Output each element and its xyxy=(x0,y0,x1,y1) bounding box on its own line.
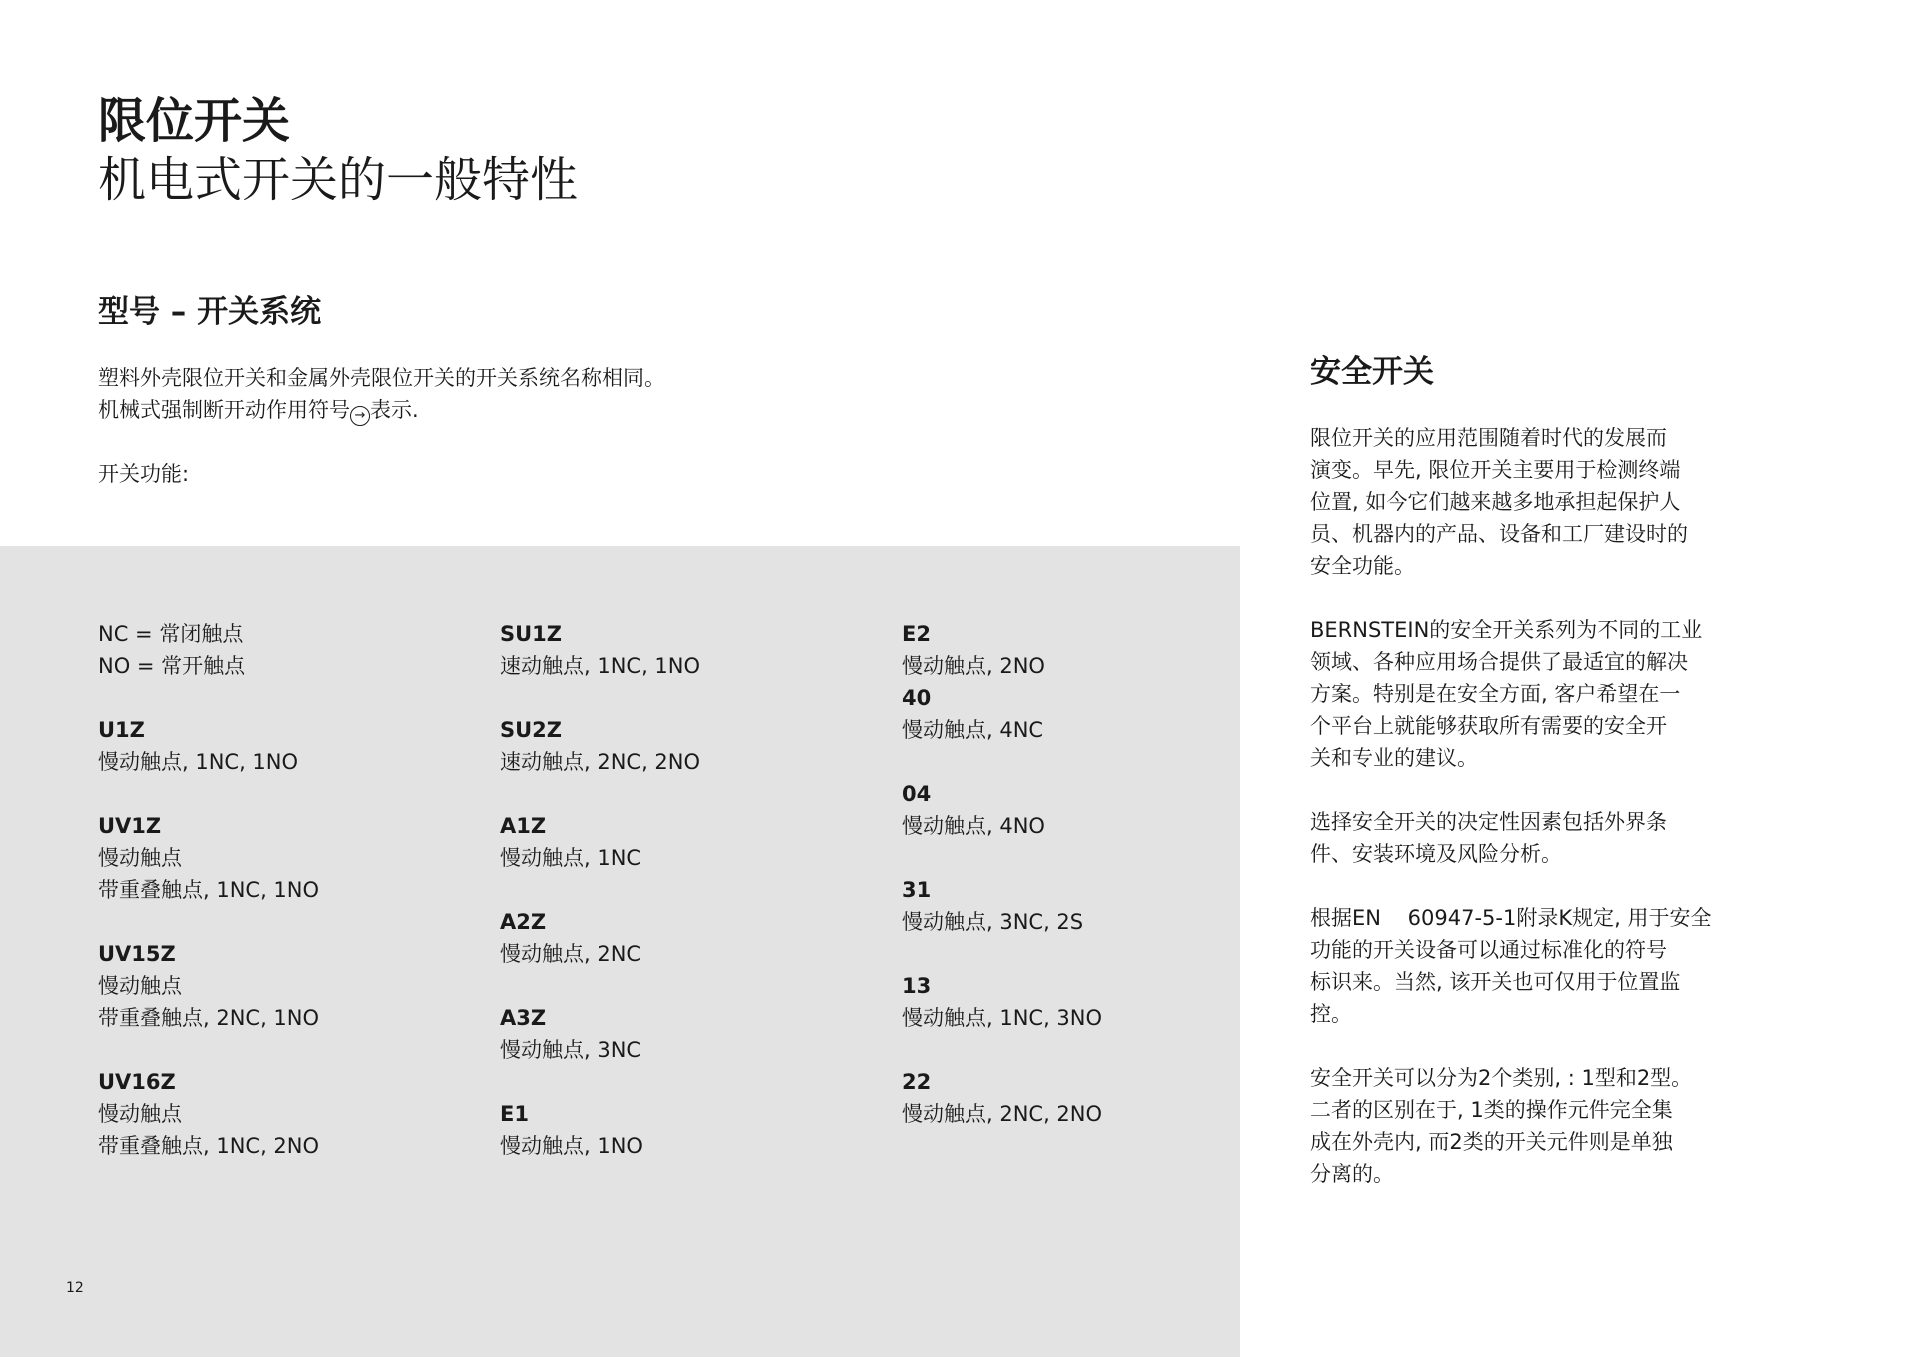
intro-line-2-before: 机械式强制断开动作用符号 xyxy=(98,398,350,422)
function-description: 速动触点, 1NC, 1NO xyxy=(500,654,701,678)
positive-opening-symbol-icon: → xyxy=(350,406,370,426)
sidebar-paragraph-5 xyxy=(1310,1062,1710,1190)
sidebar-heading: 安全开关 xyxy=(1310,354,1434,390)
function-description: 带重叠触点, 2NC, 1NO xyxy=(98,1006,320,1030)
function-description: 速动触点, 2NC, 2NO xyxy=(500,750,701,774)
sidebar-line: 个平台上就能够获取所有需要的安全开 xyxy=(1310,714,1667,738)
function-entry-40 xyxy=(902,682,1282,746)
sidebar-line: 安全功能。 xyxy=(1310,554,1415,578)
function-description: 慢动触点, 3NC xyxy=(500,1038,642,1062)
function-entry-uv16z xyxy=(98,1066,478,1162)
sidebar-line: 功能的开关设备可以通过标准化的符号 xyxy=(1310,938,1667,962)
function-description: 慢动触点, 3NC, 2S xyxy=(902,910,1084,934)
legend-nc: NC = 常闭触点 xyxy=(98,622,244,646)
section-heading: 型号 – 开关系统 xyxy=(98,294,322,330)
function-entry-a3z xyxy=(500,1002,880,1066)
function-description: 慢动触点 xyxy=(98,846,182,870)
functions-column-1 xyxy=(98,618,478,1194)
sidebar-paragraph-2 xyxy=(1310,614,1710,774)
function-entry-13 xyxy=(902,970,1282,1034)
function-code: SU1Z xyxy=(500,622,563,646)
sidebar-line: 位置, 如今它们越来越多地承担起保护人 xyxy=(1310,490,1681,514)
function-code: A3Z xyxy=(500,1006,547,1030)
sidebar-line: 方案。特别是在安全方面, 客户希望在一 xyxy=(1310,682,1681,706)
function-entry-31 xyxy=(902,874,1282,938)
sidebar-line: 分离的。 xyxy=(1310,1162,1394,1186)
function-description: 慢动触点, 1NC, 3NO xyxy=(902,1006,1103,1030)
function-description: 带重叠触点, 1NC, 1NO xyxy=(98,878,320,902)
page-number: 12 xyxy=(66,1280,84,1296)
function-description: 慢动触点, 1NO xyxy=(500,1134,643,1158)
function-entry-a2z xyxy=(500,906,880,970)
function-code: A2Z xyxy=(500,910,547,934)
function-description: 慢动触点, 4NC xyxy=(902,718,1044,742)
functions-column-3 xyxy=(902,618,1282,1162)
sidebar-line: 领域、各种应用场合提供了最适宜的解决 xyxy=(1310,650,1688,674)
function-code: 04 xyxy=(902,782,932,806)
function-entry-u1z xyxy=(98,714,478,778)
sidebar-line: 限位开关的应用范围随着时代的发展而 xyxy=(1310,426,1667,450)
function-code: 40 xyxy=(902,686,932,710)
function-code: A1Z xyxy=(500,814,547,838)
function-entry-su1z xyxy=(500,618,880,682)
function-description: 带重叠触点, 1NC, 2NO xyxy=(98,1134,320,1158)
function-entry-uv15z xyxy=(98,938,478,1034)
function-description: 慢动触点 xyxy=(98,974,182,998)
sidebar-paragraph-3 xyxy=(1310,806,1710,870)
function-code: UV16Z xyxy=(98,1070,176,1094)
sidebar-line: 关和专业的建议。 xyxy=(1310,746,1478,770)
function-description: 慢动触点, 1NC xyxy=(500,846,642,870)
sidebar-line: 员、机器内的产品、设备和工厂建设时的 xyxy=(1310,522,1688,546)
function-code: E1 xyxy=(500,1102,529,1126)
function-entry-e2 xyxy=(902,618,1282,682)
function-entry-04 xyxy=(902,778,1282,842)
function-code: 13 xyxy=(902,974,932,998)
function-entry-su2z xyxy=(500,714,880,778)
contact-legend xyxy=(98,618,478,682)
sidebar-line: 演变。早先, 限位开关主要用于检测终端 xyxy=(1310,458,1681,482)
function-description: 慢动触点, 2NC xyxy=(500,942,642,966)
page-subtitle: 机电式开关的一般特性 xyxy=(98,152,579,208)
intro-text xyxy=(98,362,1198,426)
sidebar-line: 标识来。当然, 该开关也可仅用于位置监 xyxy=(1310,970,1681,994)
function-code: 31 xyxy=(902,878,932,902)
page-title: 限位开关 xyxy=(98,93,291,149)
sidebar-line: 控。 xyxy=(1310,1002,1352,1026)
sidebar-line: BERNSTEIN的安全开关系列为不同的工业 xyxy=(1310,618,1703,642)
function-description: 慢动触点, 1NC, 1NO xyxy=(98,750,299,774)
function-description: 慢动触点, 2NO xyxy=(902,654,1045,678)
sidebar-line: 根据EN 60947-5-1附录K规定, 用于安全 xyxy=(1310,906,1712,930)
function-code: U1Z xyxy=(98,718,145,742)
intro-line-2 xyxy=(98,394,1198,426)
sidebar-line: 件、安装环境及风险分析。 xyxy=(1310,842,1562,866)
sidebar-line: 二者的区别在于, 1类的操作元件完全集 xyxy=(1310,1098,1673,1122)
sidebar-paragraph-1 xyxy=(1310,422,1710,582)
function-description: 慢动触点, 4NO xyxy=(902,814,1045,838)
legend-no: NO = 常开触点 xyxy=(98,654,246,678)
title-block xyxy=(98,92,578,210)
function-entry-e1 xyxy=(500,1098,880,1162)
function-description: 慢动触点, 2NC, 2NO xyxy=(902,1102,1103,1126)
sidebar-line: 成在外壳内, 而2类的开关元件则是单独 xyxy=(1310,1130,1673,1154)
sidebar-line: 选择安全开关的决定性因素包括外界条 xyxy=(1310,810,1667,834)
sidebar-line: 安全开关可以分为2个类别, : 1型和2型。 xyxy=(1310,1066,1693,1090)
function-code: UV1Z xyxy=(98,814,162,838)
function-entry-a1z xyxy=(500,810,880,874)
intro-line-2-after: 表示. xyxy=(370,398,419,422)
function-entry-uv1z xyxy=(98,810,478,906)
function-code: 22 xyxy=(902,1070,932,1094)
sidebar-paragraph-4 xyxy=(1310,902,1710,1030)
function-code: SU2Z xyxy=(500,718,563,742)
safety-switch-sidebar xyxy=(1310,350,1710,1222)
function-code: E2 xyxy=(902,622,931,646)
functions-label: 开关功能: xyxy=(98,462,190,486)
functions-column-2 xyxy=(500,618,880,1194)
function-description: 慢动触点 xyxy=(98,1102,182,1126)
function-code: UV15Z xyxy=(98,942,176,966)
intro-line-1: 塑料外壳限位开关和金属外壳限位开关的开关系统名称相同。 xyxy=(98,366,665,390)
function-entry-22 xyxy=(902,1066,1282,1130)
